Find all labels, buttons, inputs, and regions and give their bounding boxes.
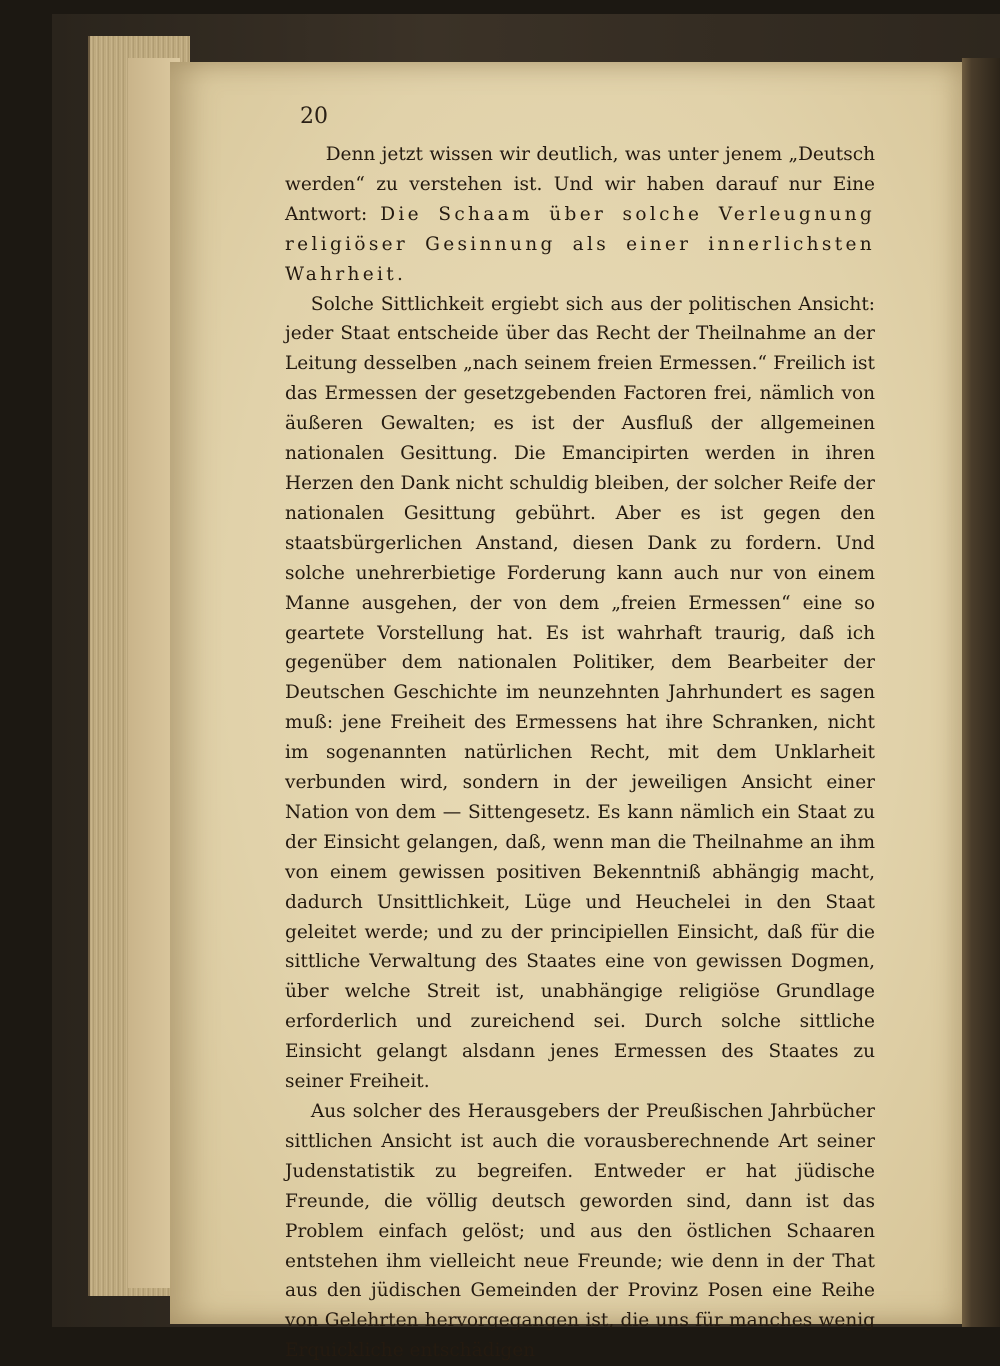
page-number: 20 [300, 104, 328, 129]
body-text [285, 140, 875, 1366]
paragraph-1 [285, 140, 875, 290]
paragraph-3: Aus solcher des Herausgebers der Preußischen Jahrbücher sittlichen Ansicht ist auch die vorausberechnende Art seiner Judenstatistik zu begreifen. Entweder er hat jüdische Freunde, die völlig deutsch geworden sind, dann ist das Problem einfach gelöst; und aus den östlichen Schaaren entstehen ihm vielleicht neue Freunde; wie denn in der That aus den jüdischen Gemeinden der Provinz Posen eine Reihe von Gelehrten hervorgegangen ist, die uns für manches wenig Erquickliche entschädigen [285, 1101, 875, 1362]
paragraph-2: Solche Sittlichkeit ergiebt sich aus der politischen Ansicht: jeder Staat entscheide über das Recht der Theilnahme an der Leitung desselben „nach seinem freien Ermessen.“ Freilich ist das Ermessen der gesetzgebenden Factoren frei, nämlich von äußeren Gewalten; es ist der Ausfluß der allgemeinen nationalen Gesittung. Die Emancipirten werden in ihren Herzen den Dank nicht schuldig bleiben, der solcher Reife der nationalen Gesittung gebührt. Aber es ist gegen den staatsbürgerlichen Anstand, diesen Dank zu fordern. Und solche unehrerbietige Forderung kann auch nur von einem Manne ausgehen, der von dem „freien Ermessen“ eine so geartete Vorstellung hat. Es ist wahrhaft traurig, daß ich gegenüber dem nationalen Politiker, dem Bearbeiter der Deutschen Geschichte im neunzehnten Jahrhundert es sagen muß: jene Freiheit des Ermessens hat ihre Schranken, nicht im sogenannten natürlichen Recht, mit dem Unklarheit verbunden wird, sondern in der jeweiligen Ansicht einer Nation von dem — Sittengesetz. Es kann nämlich ein Staat zu der Einsicht gelangen, daß, wenn man die Theilnahme an ihm von einem gewissen positiven Bekenntniß abhängig macht, dadurch Unsittlichkeit, Lüge und Heuchelei in den Staat geleitet werde; und zu der principiellen Einsicht, daß für die sittliche Verwaltung des Staates eine von gewissen Dogmen, über welche Streit ist, unabhängige religiöse Grundlage erforderlich und zureichend sei. Durch solche sittliche Einsicht gelangt alsdann jenes Ermessen des Staates zu seiner Freiheit. [285, 293, 875, 1093]
paragraph-1-emphasis: Die Schaam über solche Verleugnung religiöser Gesinnung als einer innerlichsten Wahrheit. [285, 203, 875, 285]
book-spine [962, 58, 1000, 1327]
paragraph-1-lead: Denn jetzt wissen wir deutlich, was unter jenem „Deutsch werden“ zu verstehen ist. Und wir haben darauf nur Eine Antwort: [285, 144, 875, 225]
